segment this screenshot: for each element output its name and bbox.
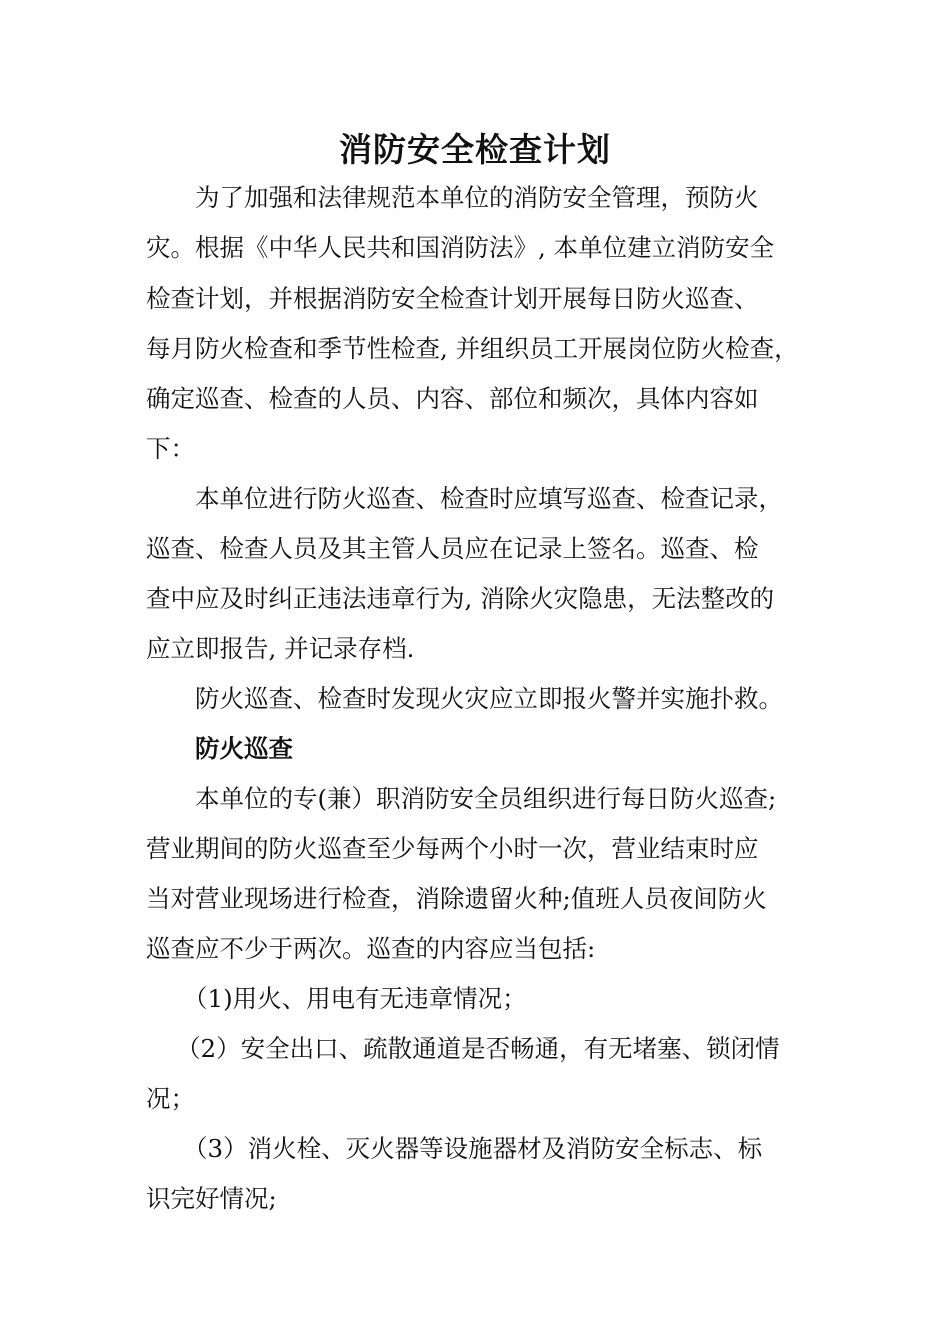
list-item: （2）安全出口、疏散通道是否畅通，有无堵塞、锁闭情 — [176, 1034, 780, 1063]
paragraph-line: 每月防火检查和季节性检查, 并组织员工开展岗位防火检查， — [146, 334, 799, 363]
paragraph-line: 下： — [146, 434, 195, 463]
paragraph-line: 本单位进行防火巡查、检查时应填写巡查、检查记录， — [195, 484, 783, 513]
list-item: （1)用火、用电有无违章情况； — [183, 984, 527, 1013]
paragraph-line: 为了加强和法律规范本单位的消防安全管理，预防火 — [195, 183, 759, 212]
paragraph-line: 当对营业现场进行检查，消除遗留火种;值班人员夜间防火 — [146, 884, 767, 913]
paragraph-line: 巡查应不少于两次。巡查的内容应当包括: — [146, 934, 596, 963]
list-item-continuation: 况； — [146, 1084, 195, 1113]
document-title: 消防安全检查计划 — [339, 130, 611, 169]
section-heading: 防火巡查 — [195, 734, 293, 763]
paragraph-line: 巡查、检查人员及其主管人员应在记录上签名。巡查、检 — [146, 534, 759, 563]
paragraph-line: 应立即报告, 并记录存档. — [146, 634, 415, 663]
paragraph-line: 确定巡查、检查的人员、内容、部位和频次，具体内容如 — [146, 384, 759, 413]
paragraph-line: 防火巡查、检查时发现火灾应立即报火警并实施扑救。 — [195, 684, 783, 713]
paragraph-line: 本单位的专(兼）职消防安全员组织进行每日防火巡查; — [195, 784, 777, 813]
paragraph-line: 查中应及时纠正违法违章行为, 消除火灾隐患，无法整改的 — [146, 584, 775, 613]
paragraph-line: 检查计划，并根据消防安全检查计划开展每日防火巡查、 — [146, 284, 759, 313]
paragraph-line: 灾。根据《中华人民共和国消防法》, 本单位建立消防安全 — [146, 233, 775, 262]
paragraph-line: 营业期间的防火巡查至少每两个小时一次，营业结束时应 — [146, 834, 759, 863]
list-item-continuation: 识完好情况; — [146, 1184, 277, 1213]
list-item: （3）消火栓、灭火器等设施器材及消防安全标志、标 — [183, 1134, 763, 1163]
